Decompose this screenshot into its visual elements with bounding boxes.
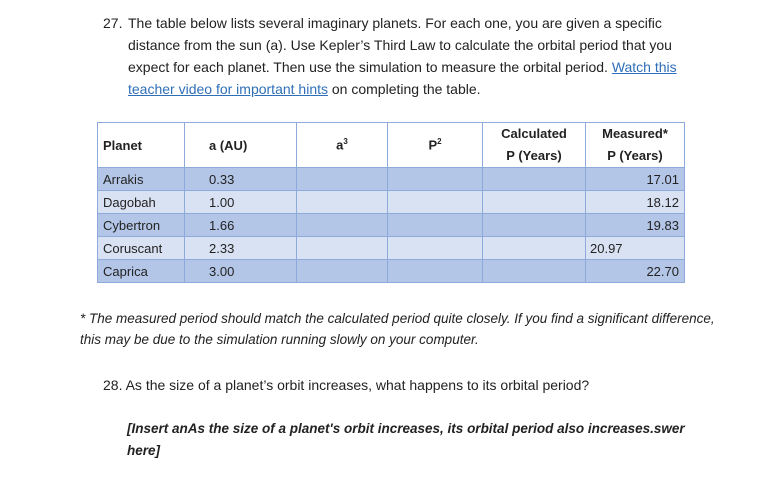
a-cell: 1.66 — [185, 214, 297, 237]
question-27-text — [128, 12, 713, 100]
measured-period-cell[interactable]: 19.83 — [586, 214, 685, 237]
header-measured-line2: P (Years) — [607, 148, 663, 163]
a-cell: 3.00 — [185, 260, 297, 283]
measured-period-footnote: * The measured period should match the calculated period quite closely. If you find a significant difference, this may be due to the simulation running slowly on your computer. — [80, 311, 715, 347]
header-p-squared-exp: 2 — [437, 137, 442, 147]
answer-text[interactable]: [Insert anAs the size of a planet's orbit increases, its orbital period also increases.swer here] — [127, 421, 685, 458]
a-cell: 2.33 — [185, 237, 297, 260]
question-28-text: As the size of a planet’s orbit increases, what happens to its orbital period? — [125, 377, 590, 393]
header-a-cubed — [297, 123, 388, 168]
p-squared-cell[interactable] — [388, 214, 483, 237]
question-28-number: 28. — [103, 377, 123, 393]
planets-table — [97, 122, 685, 283]
table-row — [98, 191, 685, 214]
header-a: a (AU) — [185, 123, 297, 168]
p-squared-cell[interactable] — [388, 237, 483, 260]
a-cubed-cell[interactable] — [297, 260, 388, 283]
header-planet: Planet — [98, 123, 185, 168]
measured-period-cell[interactable]: 20.97 — [586, 237, 685, 260]
header-a-cubed-exp: 3 — [343, 137, 348, 147]
a-cubed-cell[interactable] — [297, 214, 388, 237]
question-27-text-after-link: on completing the table. — [328, 81, 481, 97]
header-calculated-line1: Calculated — [501, 126, 567, 141]
header-measured — [586, 123, 685, 168]
table-row — [98, 260, 685, 283]
question-27-number: 27. — [103, 15, 123, 31]
calculated-period-cell[interactable] — [483, 214, 586, 237]
header-measured-line1: Measured* — [602, 126, 668, 141]
a-cell: 0.33 — [185, 168, 297, 191]
header-a-cubed-base: a — [336, 137, 344, 153]
a-cubed-cell[interactable] — [297, 191, 388, 214]
calculated-period-cell[interactable] — [483, 191, 586, 214]
question-27-text-before-link: The table below lists several imaginary planets. For each one, you are given a specific distance from the sun (a). Use Kepler’s Third Law to calculate the orbital period that you expect for each planet. Then use the simulation to measure the orbital period. — [128, 15, 672, 75]
a-cell: 1.00 — [185, 191, 297, 214]
question-27 — [103, 12, 713, 100]
table-row — [98, 168, 685, 191]
p-squared-cell[interactable] — [388, 191, 483, 214]
question-28 — [103, 374, 589, 396]
a-cubed-cell[interactable] — [297, 237, 388, 260]
a-cubed-cell[interactable] — [297, 168, 388, 191]
measured-period-cell[interactable]: 17.01 — [586, 168, 685, 191]
planet-name-cell: Dagobah — [98, 191, 185, 214]
table-row — [98, 237, 685, 260]
table-row — [98, 214, 685, 237]
p-squared-cell[interactable] — [388, 260, 483, 283]
planet-name-cell: Coruscant — [98, 237, 185, 260]
calculated-period-cell[interactable] — [483, 260, 586, 283]
planet-name-cell: Cybertron — [98, 214, 185, 237]
header-p-squared — [388, 123, 483, 168]
planet-name-cell: Arrakis — [98, 168, 185, 191]
header-p-squared-base: P — [428, 137, 438, 153]
teacher-video-link[interactable]: Watch this teacher video for important hints — [128, 59, 677, 97]
planet-name-cell: Caprica — [98, 260, 185, 283]
calculated-period-cell[interactable] — [483, 168, 586, 191]
header-calculated — [483, 123, 586, 168]
header-calculated-line2: P (Years) — [506, 148, 562, 163]
calculated-period-cell[interactable] — [483, 237, 586, 260]
table-header-row — [98, 123, 685, 168]
measured-period-cell[interactable]: 18.12 — [586, 191, 685, 214]
measured-period-cell[interactable]: 22.70 — [586, 260, 685, 283]
p-squared-cell[interactable] — [388, 168, 483, 191]
